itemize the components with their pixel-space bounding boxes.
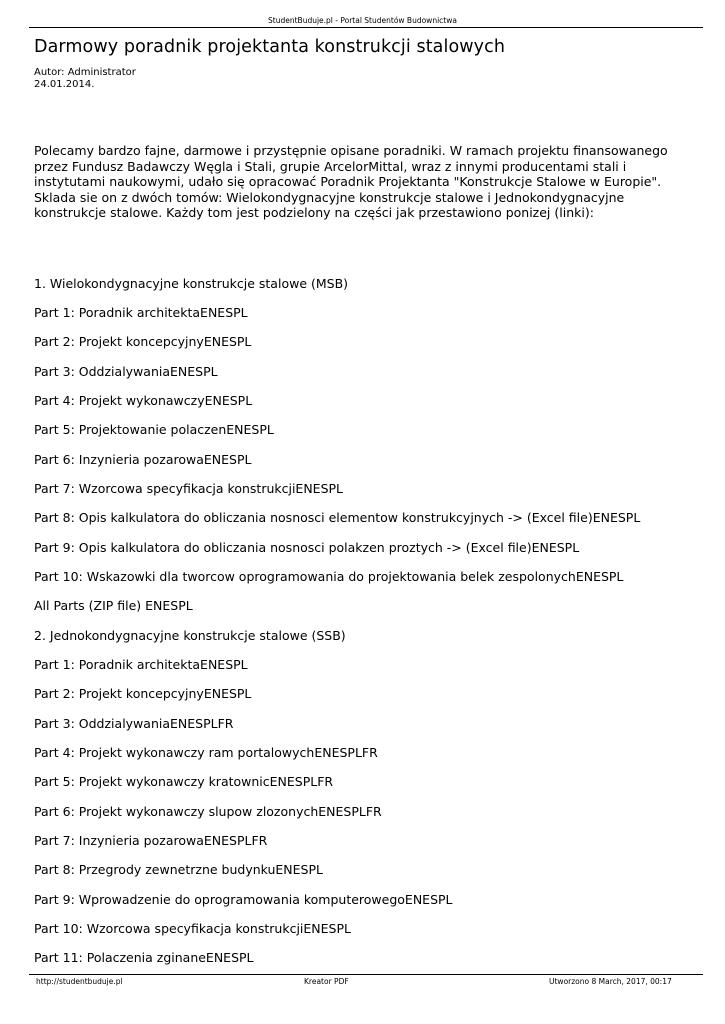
part-link[interactable]: Part 10: Wskazowki dla tworcow oprogramowania do projektowania belek zespolonychENESPL xyxy=(34,569,624,584)
section-heading-ssb: 2. Jednokondygnacyjne konstrukcje stalowe (SSB) xyxy=(34,628,346,643)
part-link[interactable]: Part 8: Opis kalkulatora do obliczania nosnosci elementow konstrukcyjnych -> (Excel file)ENESPL xyxy=(34,510,641,525)
part-link[interactable]: Part 11: Polaczenia zginaneENESPL xyxy=(34,950,254,965)
part-link[interactable]: Part 4: Projekt wykonawczy ram portalowychENESPLFR xyxy=(34,745,378,760)
part-link[interactable]: Part 9: Opis kalkulatora do obliczania nosnosci polakzen proztych -> (Excel file)ENESPL xyxy=(34,540,580,555)
part-link[interactable]: Part 7: Inzynieria pozarowaENESPLFR xyxy=(34,833,268,848)
article-title: Darmowy poradnik projektanta konstrukcji stalowych xyxy=(34,37,506,57)
article-meta xyxy=(34,67,136,91)
part-link[interactable]: Part 5: Projektowanie polaczenENESPL xyxy=(34,422,274,437)
part-link[interactable]: Part 6: Projekt wykonawczy slupow zlozonychENESPLFR xyxy=(34,804,382,819)
footer-url[interactable]: http://studentbuduje.pl xyxy=(36,977,123,986)
part-link[interactable]: Part 6: Inzynieria pozarowaENESPL xyxy=(34,452,252,467)
part-link[interactable]: Part 3: OddzialywaniaENESPLFR xyxy=(34,716,234,731)
part-link[interactable]: Part 10: Wzorcowa specyfikacja konstrukcjiENESPL xyxy=(34,921,351,936)
part-link[interactable]: Part 5: Projekt wykonawczy kratownicENESPLFR xyxy=(34,774,334,789)
part-link[interactable]: Part 1: Poradnik architektaENESPL xyxy=(34,657,248,672)
part-link[interactable]: Part 4: Projekt wykonawczyENESPL xyxy=(34,393,253,408)
footer-created: Utworzono 8 March, 2017, 00:17 xyxy=(549,977,672,986)
header-divider xyxy=(29,27,703,28)
author-line: Autor: Administrator xyxy=(34,67,136,78)
page-header: StudentBuduje.pl - Portal Studentów Budownictwa xyxy=(268,16,457,25)
all-parts-link[interactable]: All Parts (ZIP file) ENESPL xyxy=(34,598,193,613)
part-link[interactable]: Part 1: Poradnik architektaENESPL xyxy=(34,305,248,320)
intro-paragraph: Polecamy bardzo fajne, darmowe i przystępnie opisane poradniki. W ramach projektu finansowanego przez Fundusz Badawczy Węgla i Stali, grupie ArcelorMittal, wraz z innymi producentami stali i instytutami naukowymi, udało się opracować Poradnik Projektanta "Konstrukcje Stalowe w Europie". Sklada sie on z dwóch tomów: Wielokondygnacyjne konstrukcje stalowe i Jednokondygnacyjne konstrukcje stalowe. Każdy tom jest podzielony na części jak przestawiono ponizej (linki): xyxy=(34,143,668,220)
part-link[interactable]: Part 3: OddzialywaniaENESPL xyxy=(34,364,218,379)
part-link[interactable]: Part 7: Wzorcowa specyfikacja konstrukcjiENESPL xyxy=(34,481,344,496)
part-link[interactable]: Part 2: Projekt koncepcyjnyENESPL xyxy=(34,334,252,349)
footer-divider xyxy=(29,974,703,975)
part-link[interactable]: Part 2: Projekt koncepcyjnyENESPL xyxy=(34,686,252,701)
part-link[interactable]: Part 9: Wprowadzenie do oprogramowania komputerowegoENESPL xyxy=(34,892,453,907)
publish-date: 24.01.2014. xyxy=(34,79,95,90)
section-heading-msb: 1. Wielokondygnacyjne konstrukcje stalowe (MSB) xyxy=(34,276,349,291)
footer-creator: Kreator PDF xyxy=(304,977,349,986)
part-link[interactable]: Part 8: Przegrody zewnetrzne budynkuENESPL xyxy=(34,862,323,877)
